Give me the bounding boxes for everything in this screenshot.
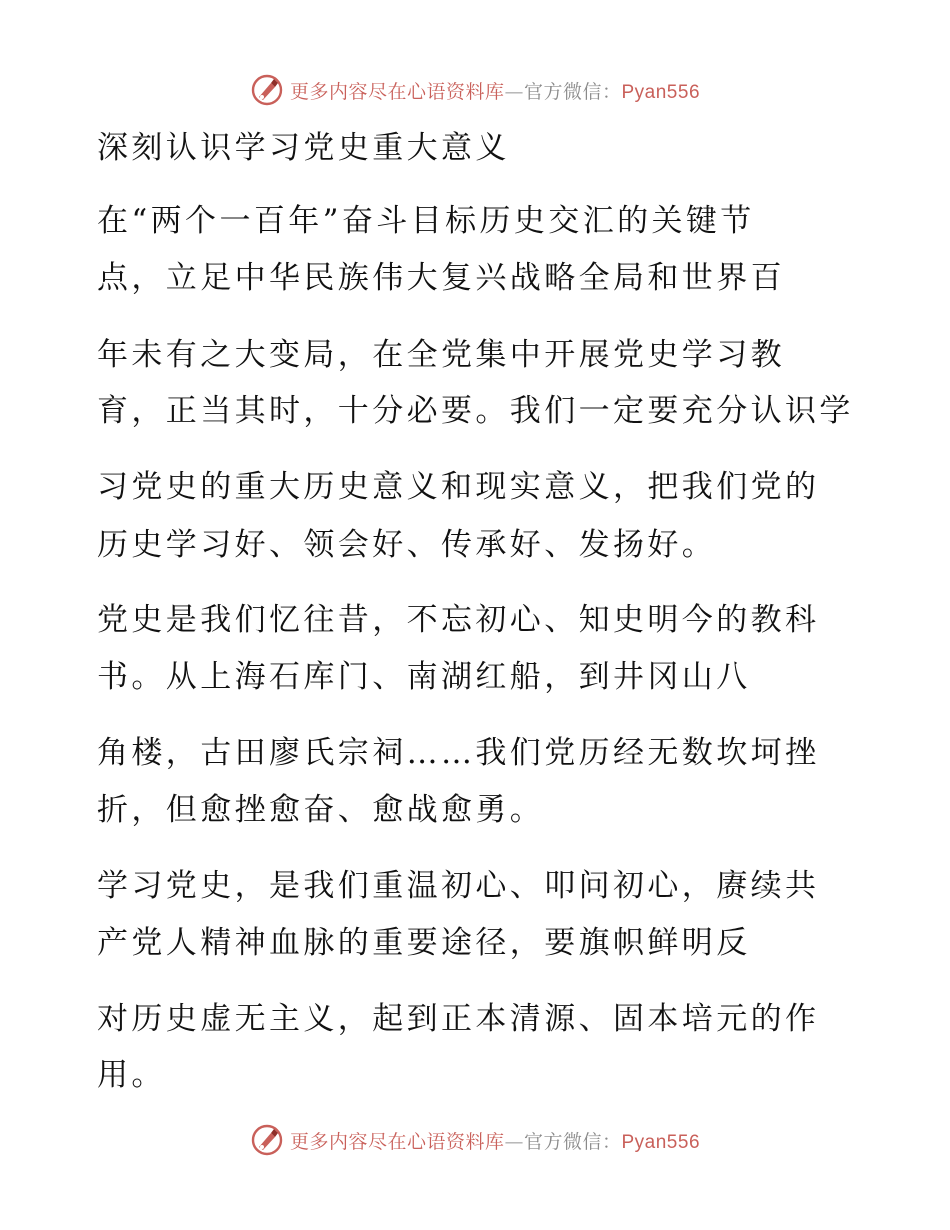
- paragraph-line: 折，但愈挫愈奋、愈战愈勇。: [97, 792, 545, 828]
- banner-wechat-label: 官方微信：: [523, 80, 622, 103]
- banner-text: [290, 1127, 700, 1154]
- banner-wechat-id: Pyan556: [621, 1131, 701, 1153]
- paragraph-line: 用。: [97, 1057, 166, 1093]
- banner-dash: —: [504, 1130, 524, 1153]
- paragraph-line: 在“两个一百年”奋斗目标历史交汇的关键节: [97, 203, 755, 239]
- header-watermark-banner: [0, 70, 950, 110]
- paragraph-line: 角楼，古田廖氏宗祠……我们党历经无数坎坷挫: [97, 735, 820, 771]
- banner-wechat-label: 官方微信：: [523, 1130, 622, 1153]
- paragraph-line: 产党人精神血脉的重要途径，要旗帜鲜明反: [97, 925, 751, 961]
- footer-watermark-banner: [0, 1120, 950, 1160]
- banner-main-text: 更多内容尽在心语资料库: [289, 80, 505, 103]
- paragraph-line: 书。从上海石库门、南湖红船，到井冈山八: [97, 659, 751, 695]
- paragraph-line: 历史学习好、领会好、传承好、发扬好。: [97, 527, 717, 563]
- banner-text: [290, 77, 700, 104]
- document-title: 深刻认识学习党史重大意义: [97, 130, 510, 166]
- paragraph-line: 年未有之大变局，在全党集中开展党史学习教: [97, 337, 785, 373]
- paragraph-line: 习党史的重大历史意义和现实意义，把我们党的: [97, 469, 820, 505]
- banner-dash: —: [504, 80, 524, 103]
- pen-nib-logo-icon: [250, 73, 284, 107]
- paragraph-line: 育，正当其时，十分必要。我们一定要充分认识学: [97, 393, 854, 429]
- banner-wechat-id: Pyan556: [621, 81, 701, 103]
- paragraph-line: 对历史虚无主义，起到正本清源、固本培元的作: [97, 1001, 820, 1037]
- banner-main-text: 更多内容尽在心语资料库: [289, 1130, 505, 1153]
- paragraph-line: 党史是我们忆往昔，不忘初心、知史明今的教科: [97, 602, 820, 638]
- pen-nib-logo-icon: [250, 1123, 284, 1157]
- paragraph-line: 点，立足中华民族伟大复兴战略全局和世界百: [97, 260, 785, 296]
- paragraph-line: 学习党史，是我们重温初心、叩问初心，赓续共: [97, 868, 820, 904]
